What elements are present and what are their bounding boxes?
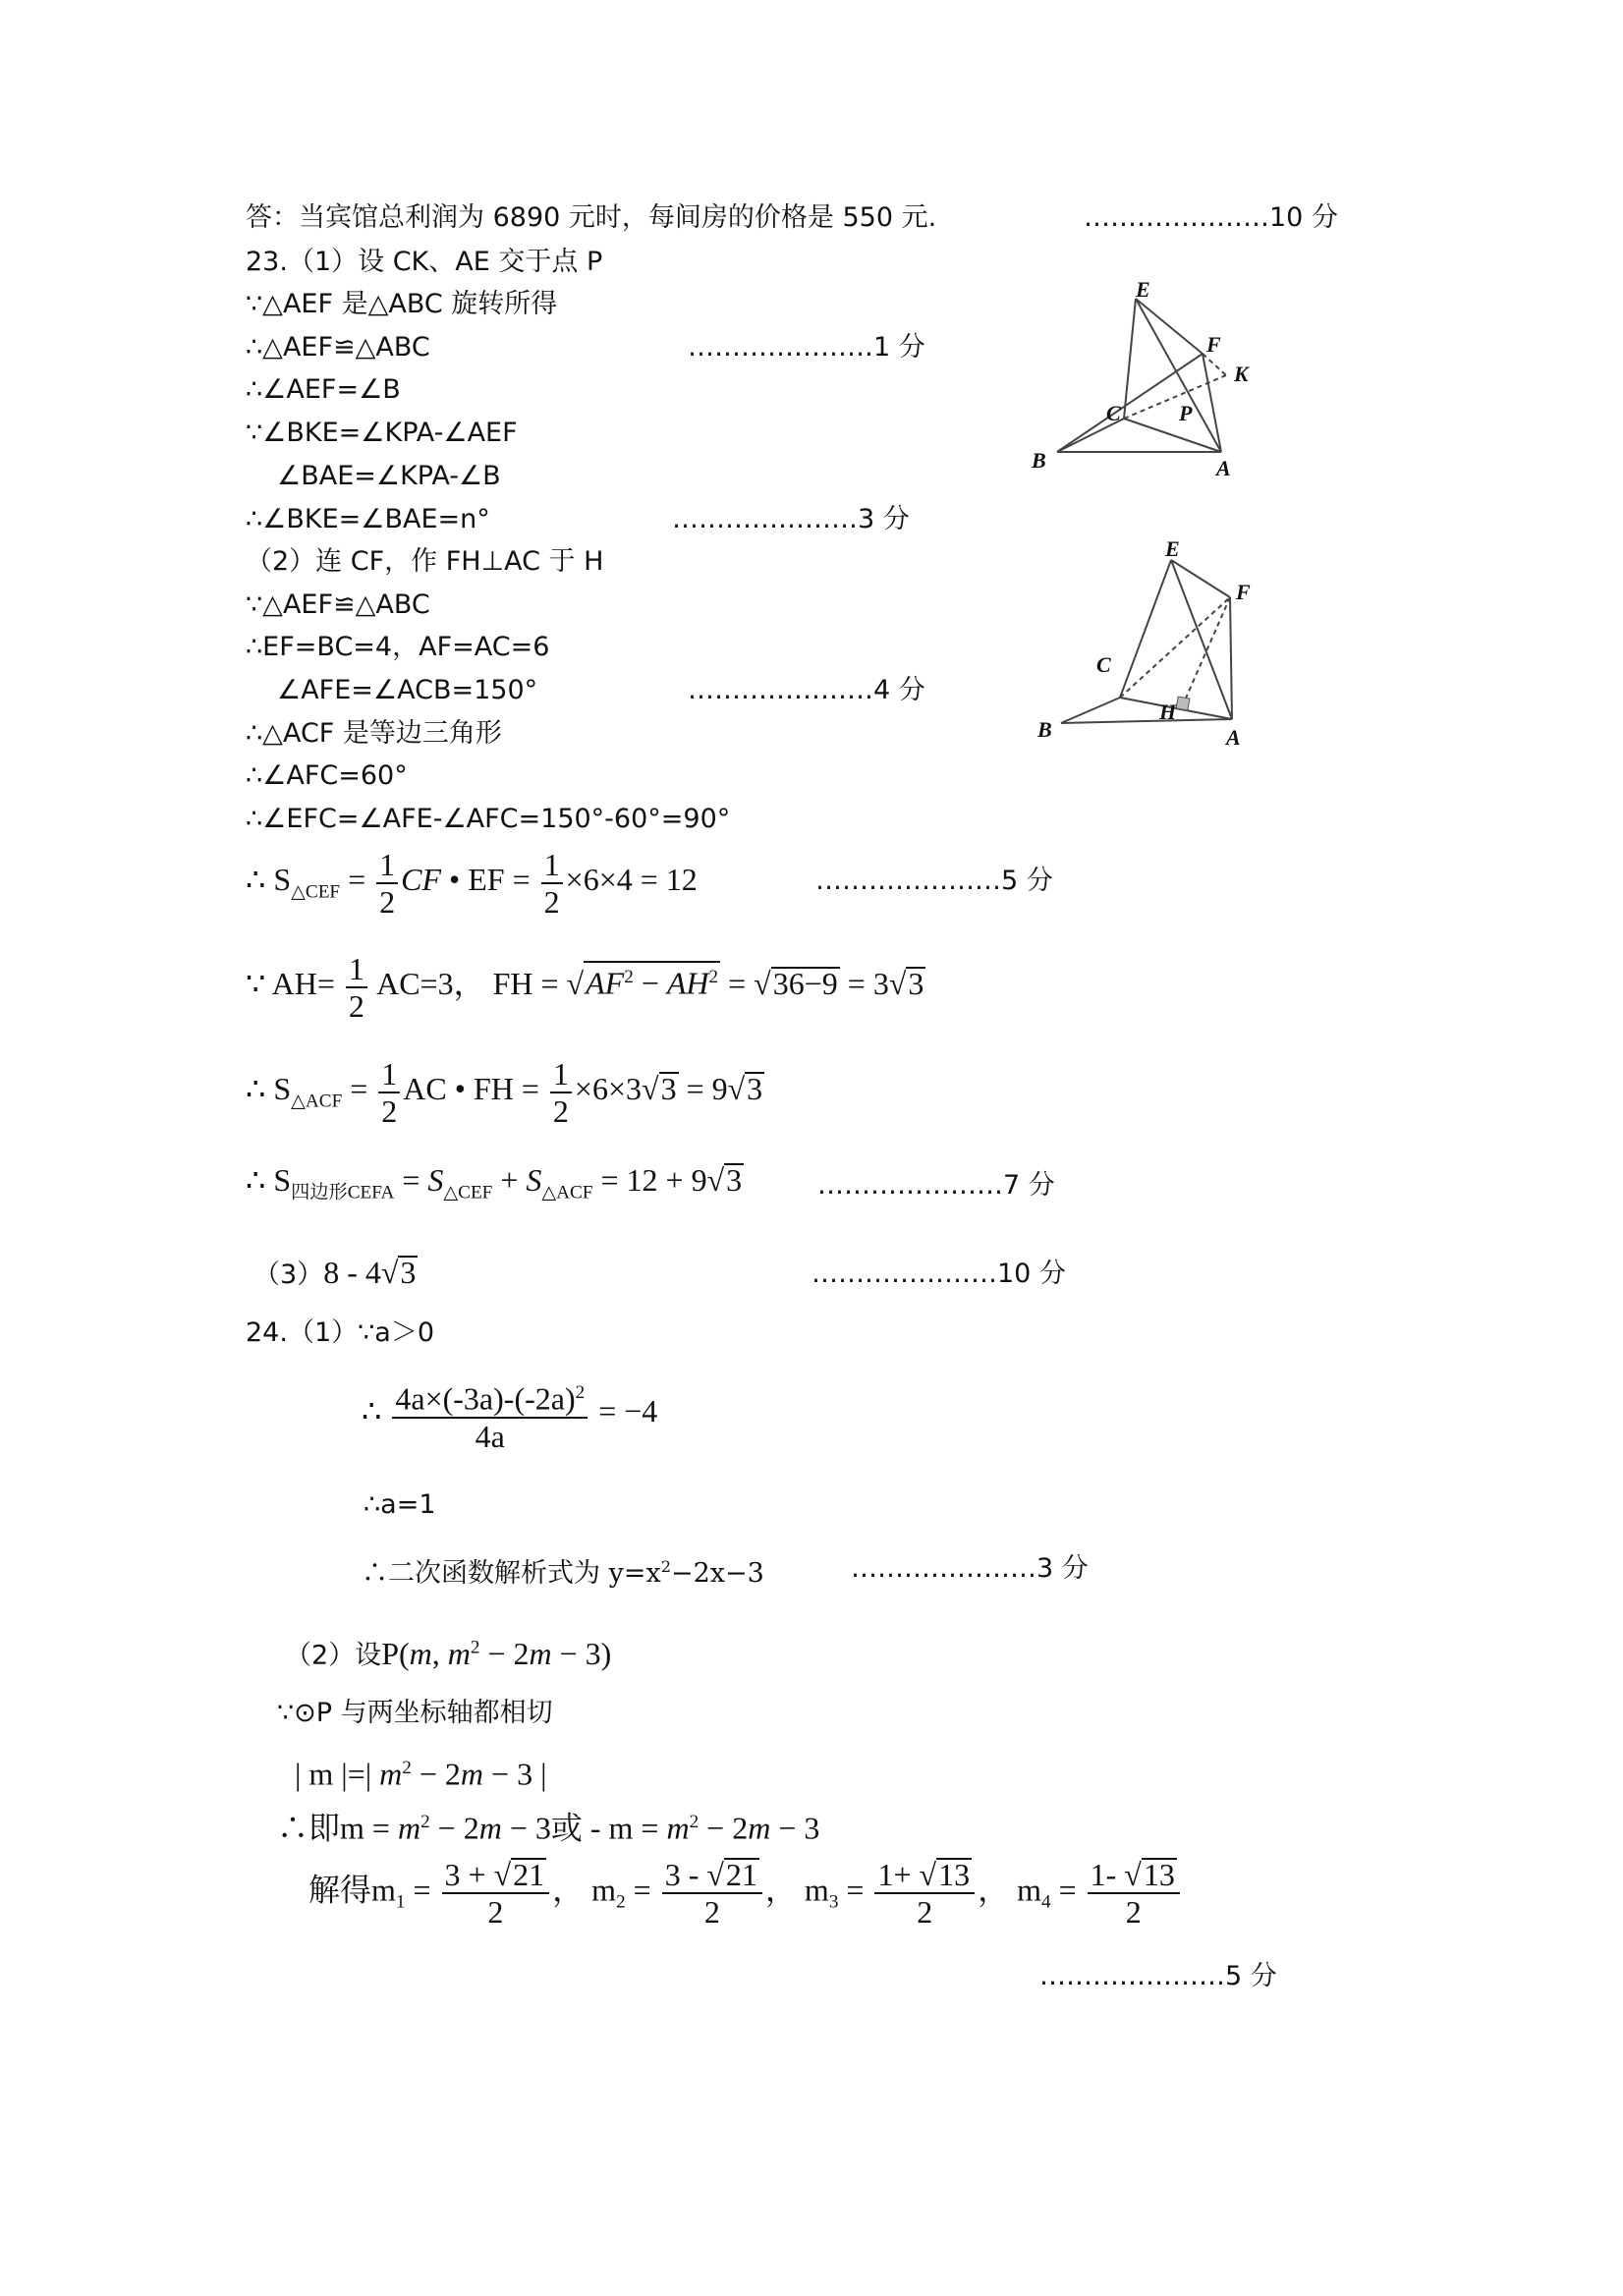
segment-ea — [1171, 560, 1232, 719]
segment-ef — [1136, 299, 1203, 354]
score-10b: …………………10 分 — [812, 1259, 1066, 1289]
score-4: …………………4 分 — [688, 675, 925, 705]
label-h: H — [1159, 700, 1177, 724]
proof-line: ∴∠AEF=∠B — [246, 374, 401, 405]
case-equations: ∴即$m = m^2 - 2m - 3$或 - $m = m^2 - 2m - 3$ — [277, 1810, 820, 1846]
formula-area-quad: ∴ $S_{四边形CEFA} = S_{\triangle CEF} + S_{\triangle ACF} = 12 + 9√3$ — [246, 1162, 743, 1204]
part-3-answer: （3）8 - 4√3 — [253, 1255, 417, 1290]
proof-line: ∴∠AFC=60° — [246, 760, 408, 791]
score-5: …………………5 分 — [815, 866, 1053, 896]
segment-fa — [1230, 597, 1232, 719]
label-p: P — [1179, 401, 1193, 425]
segment-ea — [1136, 299, 1221, 452]
function-expression: ∴二次函数解析式为 $y=x^2-2x-3$ — [362, 1557, 764, 1589]
segment-bc — [1061, 698, 1120, 723]
label-f: F — [1236, 580, 1251, 604]
proof-line: ∵△AEF 是△ABC 旋转所得 — [246, 289, 558, 319]
label-e: E — [1165, 536, 1180, 561]
label-b: B — [1032, 448, 1046, 473]
proof-line: ∴∠BKE=∠BAE=n° — [246, 504, 490, 534]
label-b: B — [1037, 717, 1052, 742]
score-5b: …………………5 分 — [1039, 1961, 1277, 1991]
proof-line: ∴△ACF 是等边三角形 — [246, 718, 502, 749]
geometry-figure-1 — [1022, 275, 1277, 481]
segment-ba — [1061, 719, 1232, 723]
segment-ef — [1171, 560, 1230, 597]
label-e: E — [1136, 277, 1150, 302]
geometry-figure-2 — [1022, 531, 1277, 756]
segment-ca — [1124, 419, 1221, 452]
part-2-line: （2）连 CF，作 FH⊥AC 于 H — [246, 546, 604, 577]
proof-line: ∴EF=BC=4，AF=AC=6 — [246, 632, 550, 662]
label-c: C — [1106, 401, 1121, 425]
proof-line: ∠AFE=∠ACB=150° — [277, 675, 538, 705]
label-k: K — [1234, 362, 1249, 386]
segment-ec — [1120, 560, 1171, 698]
point-p-def: （2）设P(m, $m^2 - 2m - 3$) — [285, 1635, 612, 1671]
score-3b: …………………3 分 — [851, 1553, 1089, 1584]
proof-line: ∴△AEF≌△ABC — [246, 332, 430, 363]
problem-24-line: 24.（1）∵a＞0 — [246, 1317, 435, 1348]
score-7: …………………7 分 — [817, 1170, 1055, 1201]
proof-line: ∵△AEF≌△ABC — [246, 589, 430, 620]
label-a: A — [1226, 725, 1241, 750]
score-3: …………………3 分 — [672, 504, 910, 534]
formula-fh: ∵ AH= $\frac{1}{2}$ AC=3， FH = $√AF^2 - AH^2 = √36-9 = 3√3$ — [246, 950, 924, 1024]
tangent-condition: ∵⊙P 与两坐标轴都相切 — [277, 1698, 553, 1728]
abs-equation: | m |=| $m^2 - 2m - 3$ | — [295, 1756, 547, 1792]
label-a: A — [1216, 456, 1231, 480]
segment-cf — [1120, 597, 1230, 698]
result-a: ∴a=1 — [364, 1489, 436, 1520]
proof-line: ∴∠EFC=∠AFE-∠AFC=150°-60°=90° — [246, 804, 731, 834]
solutions: 解得$m_1$ = $\frac{3 + √21}{2}$ ， $m_2$ = $\frac{3 - √21}{2}$ ， $m_3$ = $\frac{1+ √13}{2}$ ， $m_4$ = $\frac{1- √13}{2}$ — [308, 1857, 1183, 1930]
proof-line: ∵∠BKE=∠KPA-∠AEF — [246, 418, 518, 448]
score-10: …………………10 分 — [1084, 202, 1338, 233]
proof-line: ∠BAE=∠KPA-∠B — [277, 461, 501, 491]
formula-vertex: ∴ $\frac{4a\times(-3a)-(-2a)^2}{4a}$ = −4 — [362, 1375, 657, 1454]
score-1: …………………1 分 — [688, 332, 925, 363]
label-c: C — [1096, 652, 1111, 677]
formula-area-cef: ∴ $S_{\triangle CEF}$ = $\frac{1}{2}$ CF • EF = $\frac{1}{2}$ ×6×4 = 12 — [246, 846, 698, 920]
answer-line: 答：当宾馆总利润为 6890 元时，每间房的价格是 550 元. — [246, 202, 937, 233]
formula-area-acf: ∴ $S_{\triangle ACF}$ = $\frac{1}{2}$ AC • FH = $\frac{1}{2}$ ×6×3√3 = 9√3 — [246, 1055, 763, 1129]
problem-23-line: 23.（1）设 CK、AE 交于点 P — [246, 247, 603, 277]
label-f: F — [1206, 332, 1221, 357]
right-angle-mark — [1176, 697, 1190, 710]
